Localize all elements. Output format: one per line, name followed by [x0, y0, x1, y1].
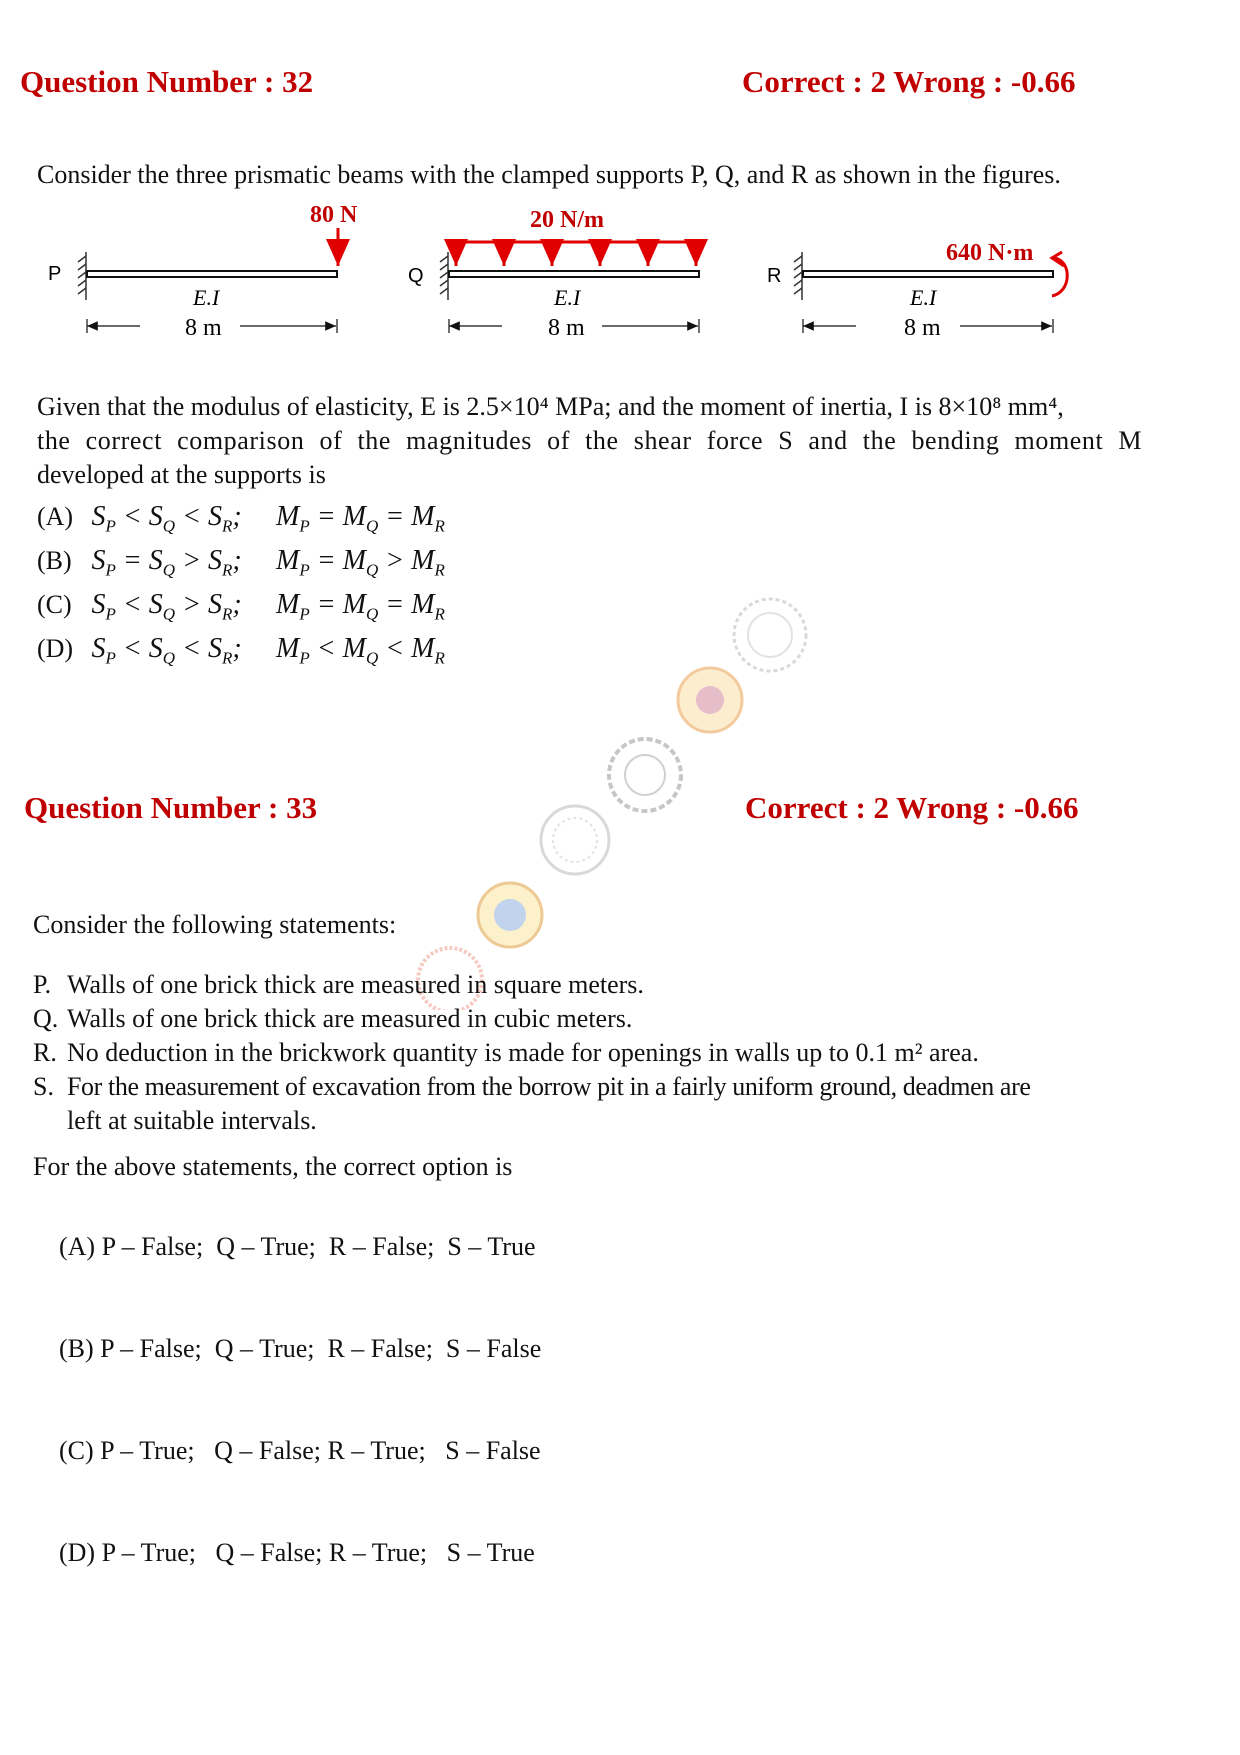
beam-r-span-label: 8 m — [904, 315, 941, 341]
given-line-3: developed at the supports is — [37, 460, 326, 489]
option-moment: $M_P = M_Q > M_R$ — [276, 545, 445, 580]
option-moment: $M_P = M_Q = M_R$ — [276, 501, 445, 536]
beam-r-section-label: E.I — [910, 285, 937, 310]
option-label: (A) — [59, 1232, 96, 1261]
beam-q-section-label: E.I — [554, 285, 581, 310]
statement-s — [33, 1070, 1030, 1104]
statement-r — [33, 1036, 1030, 1070]
statement-text: Walls of one brick thick are measured in square meters. — [67, 970, 644, 999]
option-label: (A) — [37, 502, 74, 531]
question-33-prompt: For the above statements, the correct option is — [33, 1152, 513, 1181]
option-a[interactable] — [33, 1196, 541, 1298]
beam-q-clamp — [440, 252, 448, 300]
option-d[interactable] — [33, 1502, 541, 1604]
option-text: P – True; Q – False; R – True; S – False — [100, 1436, 541, 1465]
beam-p-member — [87, 271, 337, 277]
statement-label: S. — [33, 1072, 54, 1101]
statement-s-continued — [33, 1104, 1030, 1138]
option-shear: $S_P < S_Q < S_R$; — [91, 501, 242, 536]
option-label: (C) — [59, 1436, 94, 1465]
option-shear: $S_P < S_Q < S_R$; — [91, 633, 242, 668]
beam-q-load-label: 20 N/m — [530, 207, 604, 233]
option-text: P – False; Q – True; R – False; S – True — [101, 1232, 536, 1261]
beam-figures — [30, 200, 1210, 370]
option-moment: $M_P < M_Q < M_R$ — [276, 633, 445, 668]
question-32-intro: Consider the three prismatic beams with the clamped supports P, Q, and R as shown in the figures. — [37, 160, 1061, 189]
statement-text: For the measurement of excavation from the borrow pit in a fairly uniform ground, deadmen are — [67, 1072, 1031, 1101]
statement-label: Q. — [33, 1004, 59, 1033]
question-33-options — [33, 1196, 541, 1604]
beam-q-udl-arrows — [456, 242, 696, 266]
option-d[interactable] — [37, 632, 445, 676]
beam-r-load-label: 640 N·m — [946, 240, 1034, 266]
option-a[interactable] — [37, 500, 445, 544]
question-33-number: Question Number : 33 — [24, 790, 318, 825]
given-line-1: Given that the modulus of elasticity, E is 2.5×10⁴ MPa; and the moment of inertia, I is 8×10⁸ mm⁴, — [37, 392, 1064, 421]
question-33-statements — [33, 968, 1030, 1138]
given-line-2: the correct comparison of the magnitudes of the shear force S and the bending moment M — [37, 426, 1143, 455]
beam-r — [767, 240, 1067, 341]
beam-r-clamp — [794, 252, 802, 300]
statement-text: Walls of one brick thick are measured in cubic meters. — [67, 1004, 633, 1033]
option-label: (B) — [59, 1334, 94, 1363]
option-shear: $S_P < S_Q > S_R$; — [91, 589, 242, 624]
statement-label: P. — [33, 970, 52, 999]
question-33-intro: Consider the following statements: — [33, 910, 397, 939]
beam-q-member — [449, 271, 699, 277]
gear-icon — [609, 739, 681, 811]
beam-q-span-label: 8 m — [548, 315, 585, 341]
question-32-given — [37, 390, 1207, 492]
option-moment: $M_P = M_Q = M_R$ — [276, 589, 445, 624]
option-text: P – False; Q – True; R – False; S – False — [100, 1334, 542, 1363]
statement-label: R. — [33, 1038, 57, 1067]
beam-p-clamp — [78, 252, 86, 300]
beam-r-member — [803, 271, 1053, 277]
question-33-marks: Correct : 2 Wrong : -0.66 — [745, 790, 1079, 825]
question-32-number: Question Number : 32 — [20, 64, 314, 99]
beam-p-section-label: E.I — [193, 285, 220, 310]
beam-p-support-label: P — [48, 263, 62, 285]
beam-p-span-label: 8 m — [185, 315, 222, 341]
beam-r-support-label: R — [767, 265, 782, 287]
question-32-marks: Correct : 2 Wrong : -0.66 — [742, 64, 1076, 99]
option-label: (B) — [37, 546, 72, 575]
beam-q — [408, 207, 699, 341]
statement-p — [33, 968, 1030, 1002]
option-b[interactable] — [37, 544, 445, 588]
option-label: (C) — [37, 590, 72, 619]
option-c[interactable] — [37, 588, 445, 632]
option-c[interactable] — [33, 1400, 541, 1502]
seal-icon — [541, 806, 609, 874]
option-text: P – True; Q – False; R – True; S – True — [101, 1538, 535, 1567]
question-32-options — [37, 500, 445, 676]
statement-q — [33, 1002, 1030, 1036]
beam-p-load-label: 80 N — [310, 202, 358, 228]
option-b[interactable] — [33, 1298, 541, 1400]
option-label: (D) — [37, 634, 74, 663]
statement-text: left at suitable intervals. — [67, 1106, 317, 1135]
beam-q-support-label: Q — [408, 265, 424, 287]
option-label: (D) — [59, 1538, 96, 1567]
statement-text: No deduction in the brickwork quantity is made for openings in walls up to 0.1 m² area. — [67, 1038, 979, 1067]
beam-p — [48, 202, 358, 341]
option-shear: $S_P = S_Q > S_R$; — [91, 545, 242, 580]
seal-icon — [734, 599, 806, 671]
